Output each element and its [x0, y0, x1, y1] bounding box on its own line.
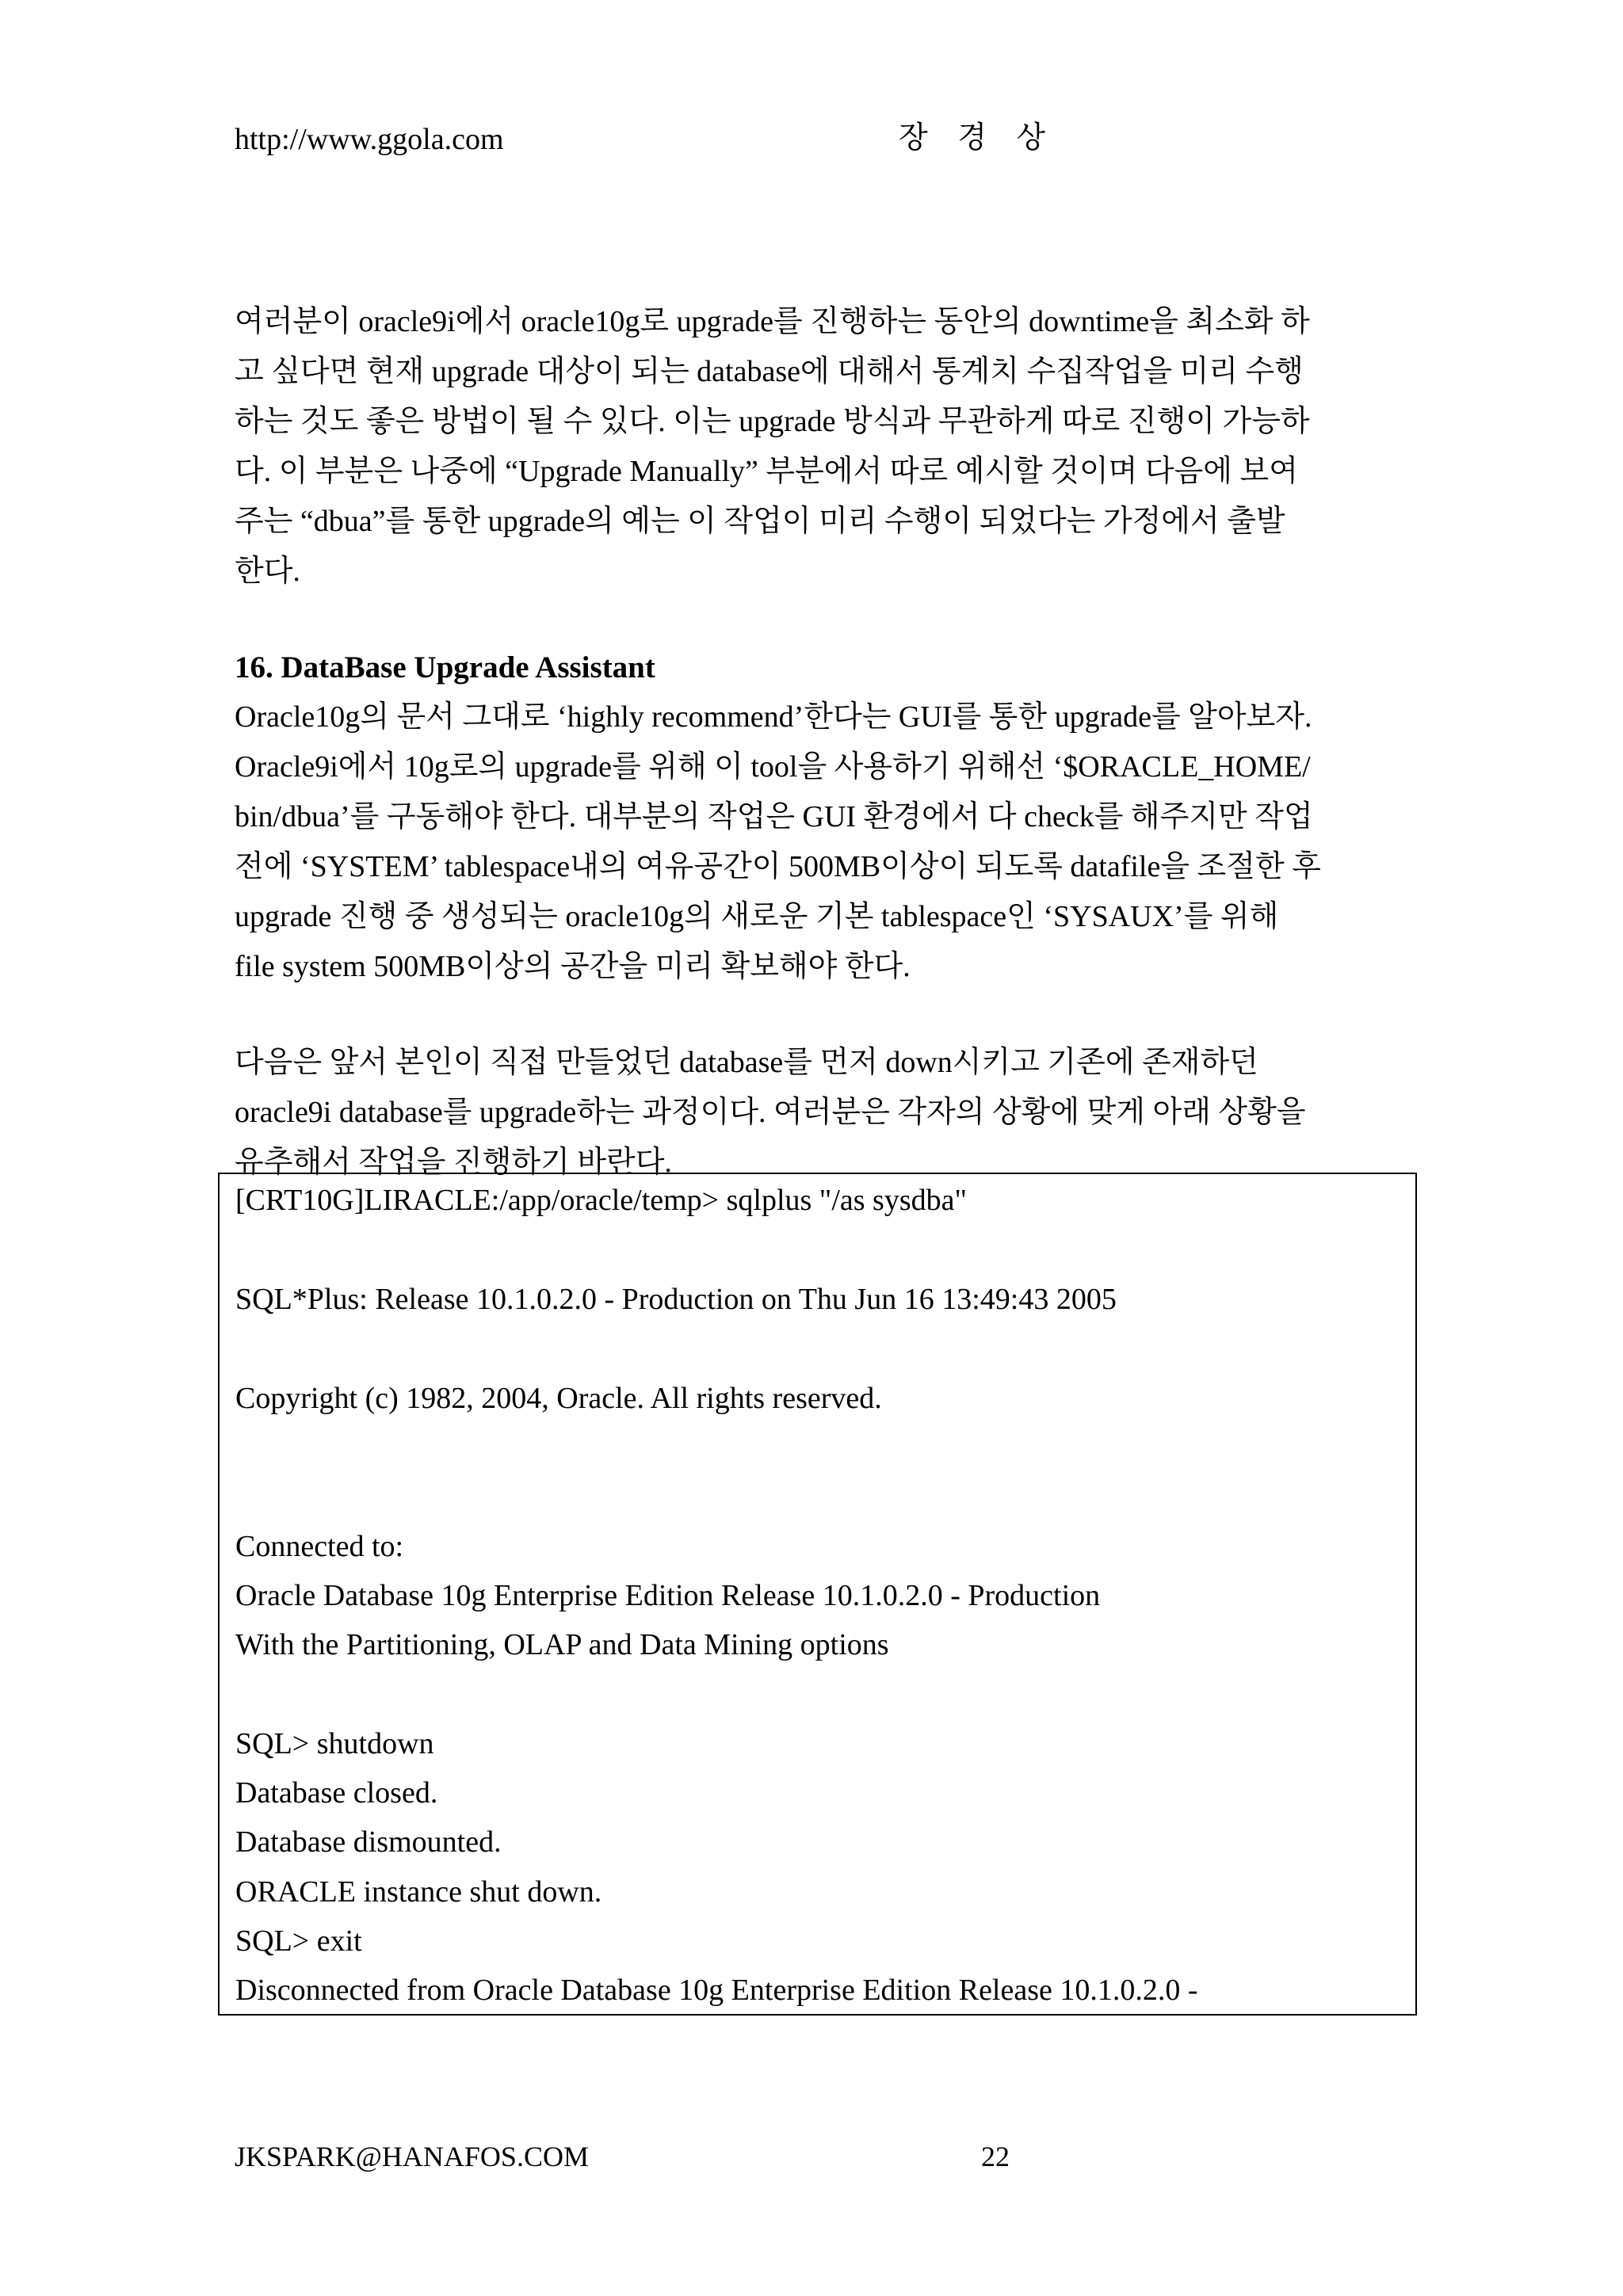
procedure-line: 유추해서 작업을 진행하기 바란다.	[235, 1146, 672, 1179]
terminal-output-box	[218, 1173, 1417, 2016]
terminal-line: Connected to:	[235, 1530, 404, 1563]
section-line: upgrade 진행 중 생성되는 oracle10g의 새로운 기본 tablespace인 ‘SYSAUX’를 위해	[235, 900, 1279, 933]
procedure-line: oracle9i database를 upgrade하는 과정이다. 여러분은 각자의 상황에 맞게 아래 상황을	[235, 1096, 1306, 1129]
header-author: 장 경 상	[899, 121, 1057, 154]
section-line: Oracle10g의 문서 그대로 ‘highly recommend’한다는 GUI를 통한 upgrade를 알아보자.	[235, 700, 1312, 734]
footer-email: JKSPARK@HANAFOS.COM	[235, 2141, 589, 2172]
intro-line: 다. 이 부분은 나중에 “Upgrade Manually” 부분에서 따로 예시할 것이며 다음에 보여	[235, 455, 1298, 488]
terminal-line: SQL*Plus: Release 10.1.0.2.0 - Production on Thu Jun 16 13:49:43 2005	[235, 1283, 1117, 1316]
page-number: 22	[981, 2141, 1010, 2172]
terminal-line: [CRT10G]LIRACLE:/app/oracle/temp> sqlplus "/as sysdba"	[235, 1184, 967, 1217]
procedure-line: 다음은 앞서 본인이 직접 만들었던 database를 먼저 down시키고 기존에 존재하던	[235, 1046, 1258, 1079]
terminal-line: Database closed.	[235, 1776, 438, 1810]
terminal-line: Oracle Database 10g Enterprise Edition Release 10.1.0.2.0 - Production	[235, 1579, 1101, 1612]
header-url: http://www.ggola.com	[235, 123, 504, 156]
terminal-line: Copyright (c) 1982, 2004, Oracle. All rights reserved.	[235, 1382, 882, 1415]
intro-paragraph	[235, 297, 1407, 597]
intro-line: 주는 “dbua”를 통한 upgrade의 예는 이 작업이 미리 수행이 되었다는 가정에서 출발	[235, 505, 1285, 538]
section-line: Oracle9i에서 10g로의 upgrade를 위해 이 tool을 사용하기 위해선 ‘$ORACLE_HOME/	[235, 750, 1311, 784]
terminal-line: Disconnected from Oracle Database 10g Enterprise Edition Release 10.1.0.2.0 -	[235, 1974, 1198, 2007]
section-paragraph	[235, 692, 1407, 992]
terminal-line: ORACLE instance shut down.	[235, 1875, 602, 1909]
section-line: 전에 ‘SYSTEM’ tablespace내의 여유공간이 500MB이상이 되도록 datafile을 조절한 후	[235, 850, 1321, 883]
intro-line: 한다.	[235, 555, 300, 588]
terminal-line: SQL> exit	[235, 1924, 362, 1958]
terminal-line: SQL> shutdown	[235, 1727, 434, 1760]
intro-line: 고 싶다면 현재 upgrade 대상이 되는 database에 대해서 통계치 수집작업을 미리 수행	[235, 355, 1304, 388]
intro-line: 여러분이 oracle9i에서 oracle10g로 upgrade를 진행하는 동안의 downtime을 최소화 하	[235, 305, 1310, 338]
section-heading: 16. DataBase Upgrade Assistant	[235, 650, 655, 685]
section-line: file system 500MB이상의 공간을 미리 확보해야 한다.	[235, 950, 911, 983]
terminal-line: With the Partitioning, OLAP and Data Mining options	[235, 1628, 889, 1661]
procedure-paragraph	[235, 1038, 1407, 1188]
terminal-line: Database dismounted.	[235, 1825, 502, 1859]
intro-line: 하는 것도 좋은 방법이 될 수 있다. 이는 upgrade 방식과 무관하게 따로 진행이 가능하	[235, 405, 1310, 438]
section-line: bin/dbua’를 구동해야 한다. 대부분의 작업은 GUI 환경에서 다 check를 해주지만 작업	[235, 800, 1313, 833]
